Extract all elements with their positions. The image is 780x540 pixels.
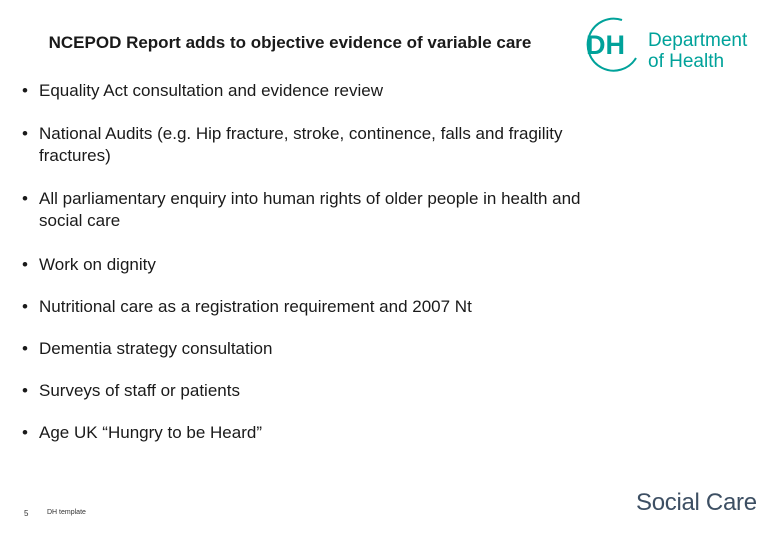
bullet-item: • Work on dignity [22,254,156,276]
bullet-item: • Nutritional care as a registration requirement and 2007 Nt [22,296,472,318]
bullet-item: • All parliamentary enquiry into human rights of older people in health and social care [22,188,582,232]
logo-line2: of Health [648,51,725,72]
department-of-health-logo [584,16,764,76]
logo-initials: DH [586,30,625,60]
bullet-item: • National Audits (e.g. Hip fracture, stroke, continence, falls and fragility fractures) [22,123,582,167]
template-label: DH template [47,509,86,516]
page-number: 5 [24,509,29,518]
logo-line1: Department [648,30,748,51]
bullet-item: • Dementia strategy consultation [22,338,272,360]
bullet-item: • Surveys of staff or patients [22,380,240,402]
social-care-brand: Social Care [636,489,757,516]
bullet-item: • Age UK “Hungry to be Heard” [22,422,262,444]
bullet-item: • Equality Act consultation and evidence review [22,80,383,102]
slide-title: NCEPOD Report adds to objective evidence of variable care [48,33,532,52]
